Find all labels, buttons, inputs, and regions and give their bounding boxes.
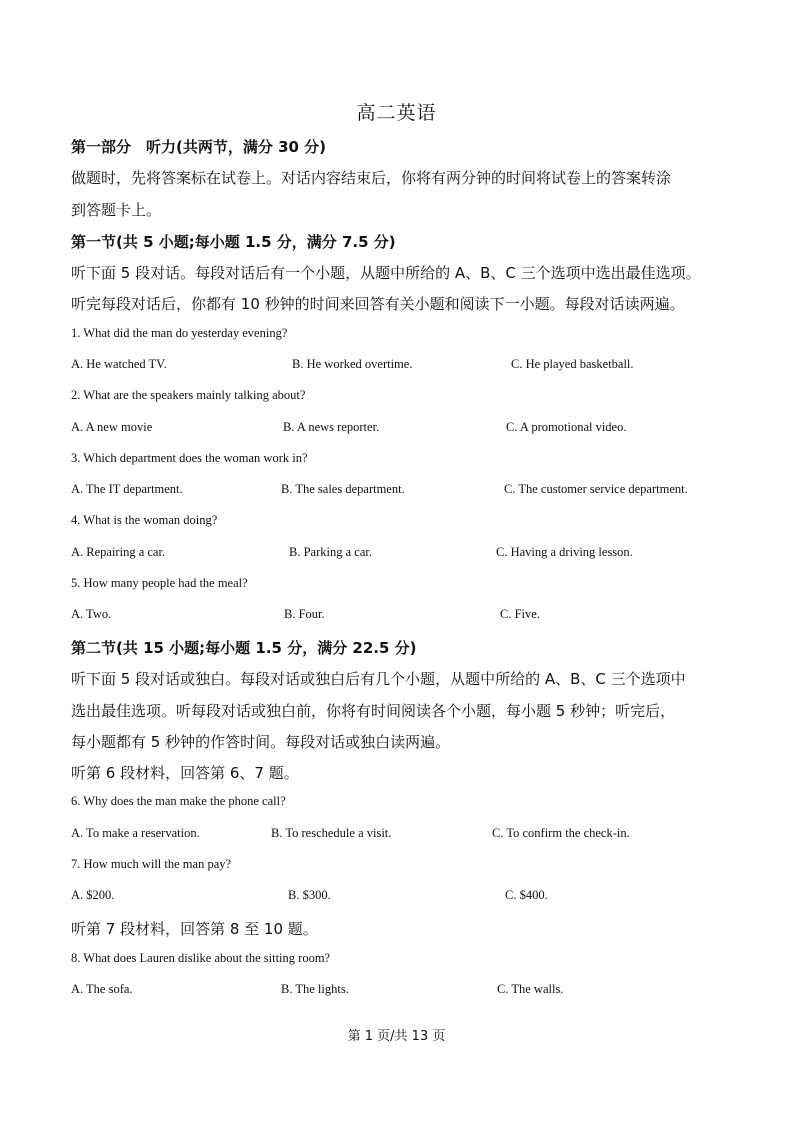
q7-option-c: C. $400. xyxy=(505,888,548,902)
q7-option-b: B. $300. xyxy=(288,888,331,902)
q8-option-c: C. The walls. xyxy=(497,982,564,996)
q6-option-b: B. To reschedule a visit. xyxy=(271,826,392,840)
q3-option-a: A. The IT department. xyxy=(71,482,183,496)
q1-option-a: A. He watched TV. xyxy=(71,357,167,371)
q4-option-b: B. Parking a car. xyxy=(289,545,372,559)
part1-instruction-line2: 到答题卡上。 xyxy=(71,201,162,219)
q6-option-a: A. To make a reservation. xyxy=(71,826,200,840)
q7-option-a: A. $200. xyxy=(71,888,115,902)
q1-option-b: B. He worked overtime. xyxy=(292,357,413,371)
q1-option-c: C. He played basketball. xyxy=(511,357,634,371)
q6-option-c: C. To confirm the check-in. xyxy=(492,826,630,840)
part1-heading: 第一部分 听力(共两节，满分 30 分) xyxy=(71,138,327,156)
question-8: 8. What does Lauren dislike about the sitting room? xyxy=(71,951,331,965)
question-6: 6. Why does the man make the phone call? xyxy=(71,794,286,808)
question-3: 3. Which department does the woman work in? xyxy=(71,451,308,465)
page-number: 第 1 页/共 13 页 xyxy=(347,1029,446,1044)
q2-option-b: B. A news reporter. xyxy=(283,420,380,434)
question-5: 5. How many people had the meal? xyxy=(71,576,248,590)
section1-instruction-line2: 听完每段对话后，你都有 10 秒钟的时间来回答有关小题和阅读下一小题。每段对话读两遍。 xyxy=(71,295,685,313)
q4-option-c: C. Having a driving lesson. xyxy=(496,545,633,559)
material-6-heading: 听第 6 段材料，回答第 6、7 题。 xyxy=(71,764,299,782)
q5-option-a: A. Two. xyxy=(71,607,112,621)
part1-instruction-line1: 做题时，先将答案标在试卷上。对话内容结束后，你将有两分钟的时间将试卷上的答案转涂 xyxy=(71,169,672,187)
q2-option-c: C. A promotional video. xyxy=(506,420,627,434)
q8-option-a: A. The sofa. xyxy=(71,982,133,996)
section1-instruction-line1: 听下面 5 段对话。每段对话后有一个小题，从题中所给的 A、B、C 三个选项中选出最佳选项。 xyxy=(71,264,701,282)
question-2: 2. What are the speakers mainly talking about? xyxy=(71,388,306,402)
q5-option-b: B. Four. xyxy=(284,607,325,621)
question-7: 7. How much will the man pay? xyxy=(71,857,232,871)
q4-option-a: A. Repairing a car. xyxy=(71,545,166,559)
question-1: 1. What did the man do yesterday evening? xyxy=(71,326,288,340)
question-4: 4. What is the woman doing? xyxy=(71,513,218,527)
section2-instruction-line3: 每小题都有 5 秒钟的作答时间。每段对话或独白读两遍。 xyxy=(71,733,451,751)
q2-option-a: A. A new movie xyxy=(71,420,153,434)
section2-instruction-line1: 听下面 5 段对话或独白。每段对话或独白后有几个小题，从题中所给的 A、B、C 三个选项中 xyxy=(71,670,686,688)
q5-option-c: C. Five. xyxy=(500,607,540,621)
q3-option-c: C. The customer service department. xyxy=(504,482,688,496)
section1-heading: 第一节(共 5 小题;每小题 1.5 分，满分 7.5 分) xyxy=(71,233,396,251)
section2-instruction-line2: 选出最佳选项。听每段对话或独白前，你将有时间阅读各个小题，每小题 5 秒钟；听完后， xyxy=(71,702,676,720)
material-7-heading: 听第 7 段材料，回答第 8 至 10 题。 xyxy=(71,920,318,938)
page-title: 高二英语 xyxy=(356,102,437,124)
q8-option-b: B. The lights. xyxy=(281,982,349,996)
q3-option-b: B. The sales department. xyxy=(281,482,405,496)
section2-heading: 第二节(共 15 小题;每小题 1.5 分，满分 22.5 分) xyxy=(71,639,417,657)
